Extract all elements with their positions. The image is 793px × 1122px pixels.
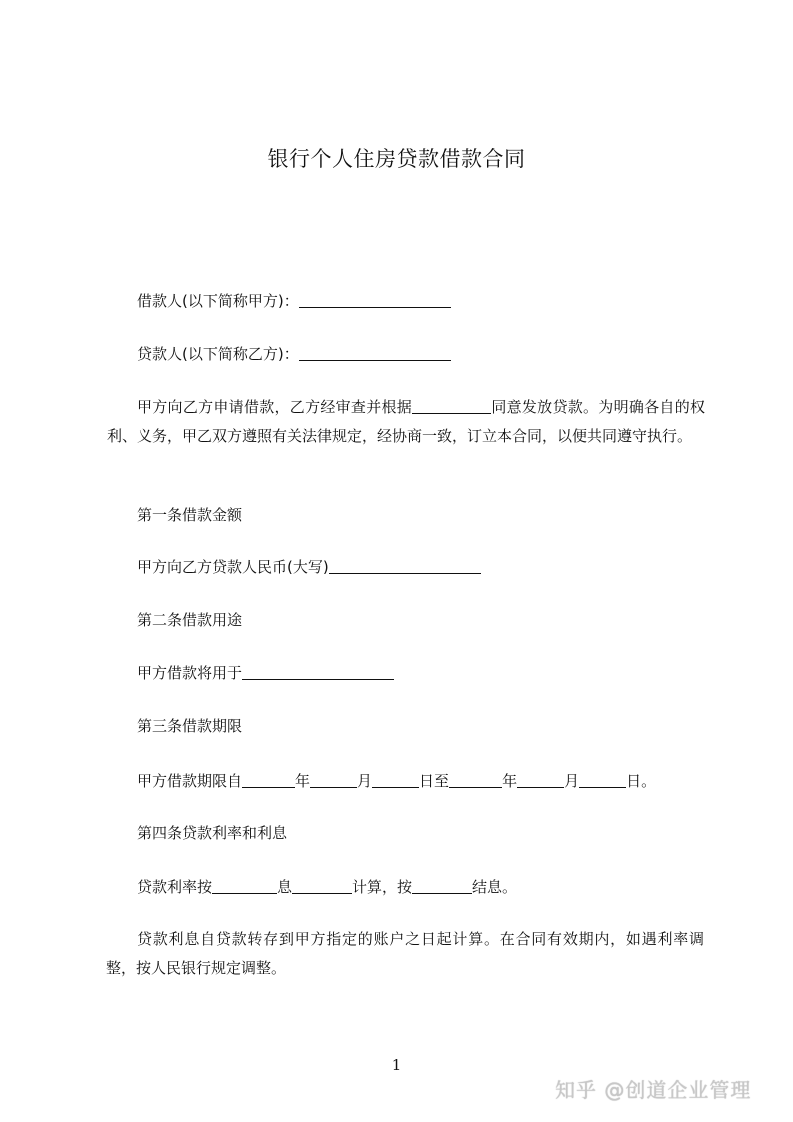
- rate-calc: 计算，按: [352, 878, 413, 896]
- unit-month-1: 月: [357, 772, 373, 790]
- lender-blank: [299, 345, 451, 361]
- watermark: 知乎 @创道企业管理: [555, 1078, 752, 1102]
- start-day-blank: [372, 772, 419, 788]
- lender-line: [137, 344, 451, 364]
- article2-line: [137, 663, 394, 683]
- borrower-line: [137, 291, 451, 311]
- unit-year-2: 年: [502, 772, 518, 790]
- end-month-blank: [517, 772, 564, 788]
- lender-label: 贷款人(以下简称乙方)：: [137, 345, 299, 363]
- rate-suffix: 结息。: [472, 878, 518, 896]
- settlement-period-blank: [412, 878, 472, 894]
- unit-year-1: 年: [295, 772, 311, 790]
- start-year-blank: [242, 772, 295, 788]
- rate-value-blank: [292, 878, 352, 894]
- rate-basis-blank: [212, 878, 277, 894]
- intro-paragraph: [107, 393, 705, 451]
- borrower-blank: [299, 292, 451, 308]
- article3-line: [137, 771, 656, 791]
- intro-text-part2: 同意发放贷款。为明确各自的权利、义务，甲乙双方遵照有关法律规定，经协商一致，订立本合同，以便共同遵守执行。: [107, 398, 705, 445]
- page-number: 1: [391, 1056, 402, 1074]
- article2-text: 甲方借款将用于: [137, 664, 243, 682]
- intro-text-part1: 甲方向乙方申请借款，乙方经审查并根据: [137, 398, 413, 416]
- article3-text: 甲方借款期限自: [137, 772, 243, 790]
- article2-heading: 第二条借款用途: [137, 611, 243, 629]
- article4-interest-paragraph: 贷款利息自贷款转存到甲方指定的账户之日起计算。在合同有效期内，如遇利率调整，按人民银行规定调整。: [106, 930, 704, 977]
- unit-day-to: 日至: [419, 772, 450, 790]
- loan-amount-blank: [329, 558, 481, 574]
- borrower-label: 借款人(以下简称甲方)：: [137, 292, 299, 310]
- unit-month-2: 月: [564, 772, 580, 790]
- loan-purpose-blank: [242, 664, 394, 680]
- article4-rate-line: [137, 877, 517, 897]
- article1-text: 甲方向乙方贷款人民币(大写): [137, 558, 329, 576]
- end-day-blank: [579, 772, 626, 788]
- end-year-blank: [449, 772, 502, 788]
- article1-heading: 第一条借款金额: [137, 506, 243, 524]
- article3-heading: 第三条借款期限: [137, 717, 243, 735]
- article4-heading: 第四条贷款利率和利息: [137, 824, 288, 842]
- rate-prefix: 贷款利率按: [137, 878, 213, 896]
- rate-mid: 息: [277, 878, 293, 896]
- unit-day-end: 日。: [626, 772, 657, 790]
- document-title: 银行个人住房贷款借款合同: [267, 147, 526, 171]
- intro-basis-blank: [412, 398, 491, 414]
- start-month-blank: [310, 772, 357, 788]
- article1-line: [137, 557, 481, 577]
